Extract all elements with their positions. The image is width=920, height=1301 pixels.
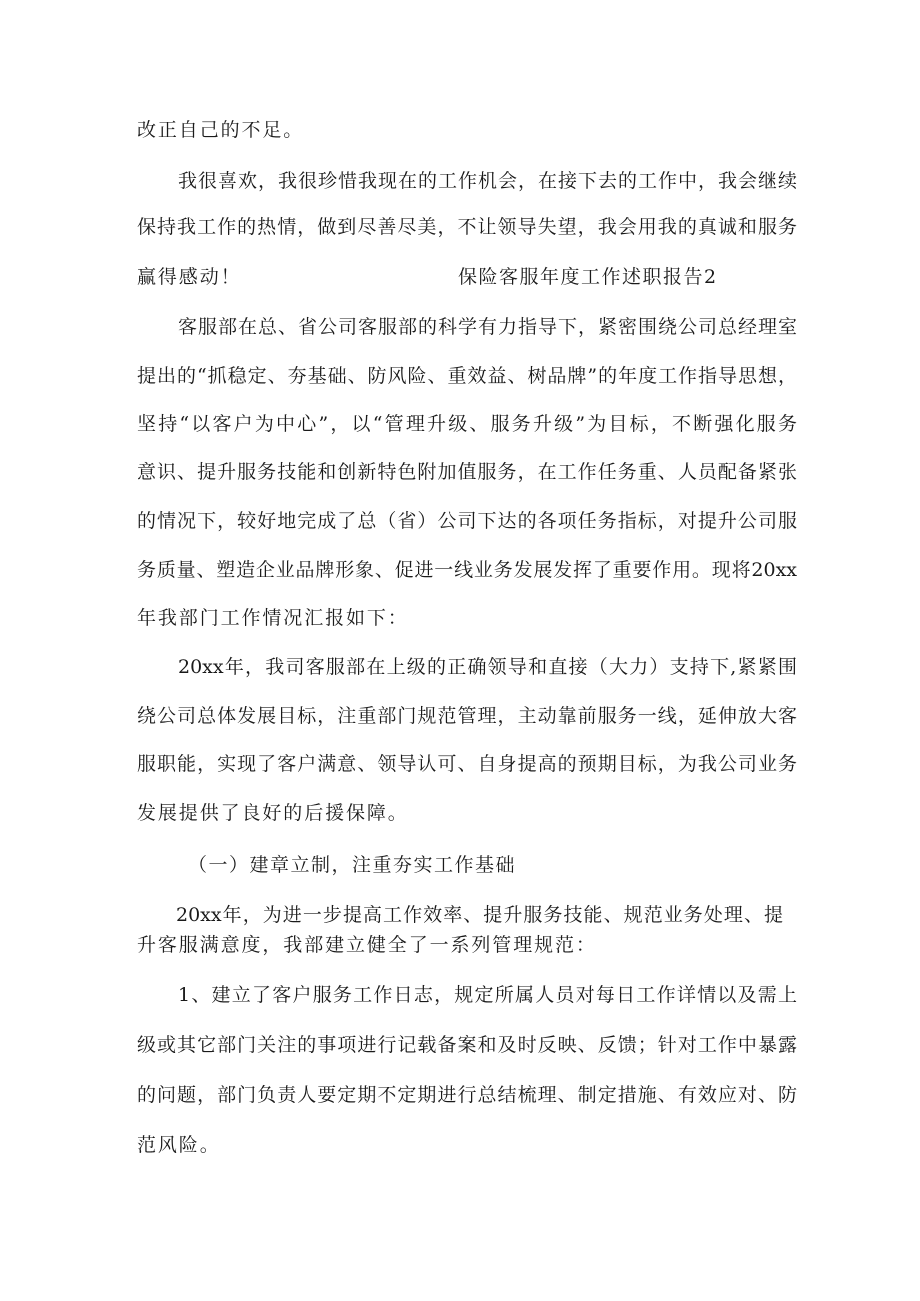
paragraph-line: 发展提供了良好的后援保障。 — [137, 802, 409, 824]
paragraph-line: 意识、提升服务技能和创新特色附加值服务，在工作任务重、人员配备紧张 — [137, 461, 797, 483]
paragraph-line: 的情况下，较好地完成了总（省）公司下达的各项任务指标，对提升公司服 — [137, 510, 797, 532]
paragraph-line: 保持我工作的热情，做到尽善尽美，不让领导失望，我会用我的真诚和服务 — [137, 216, 797, 238]
paragraph-line: 20xx年，为进一步提高工作效率、提升服务技能、规范业务处理、提 — [176, 904, 783, 926]
paragraph-line: 服职能，实现了客户满意、领导认可、自身提高的预期目标，为我公司业务 — [137, 753, 797, 775]
paragraph-line: 范风险。 — [137, 1134, 221, 1156]
paragraph-line: 的问题，部门负责人要定期不定期进行总结梳理、制定措施、有效应对、防 — [137, 1084, 797, 1106]
section-heading: （一）建章立制，注重夯实工作基础 — [188, 854, 517, 876]
paragraph-line: 务质量、塑造企业品牌形象、促进一线业务发展发挥了重要作用。现将20xx — [137, 559, 797, 581]
paragraph-line: 改正自己的不足。 — [137, 119, 305, 141]
paragraph-line: 升客服满意度，我部建立健全了一系列管理规范： — [137, 934, 597, 956]
paragraph-line: 年我部门工作情况汇报如下： — [137, 607, 409, 629]
paragraph-line: 客服部在总、省公司客服部的科学有力指导下，紧密围绕公司总经理室 — [178, 316, 797, 338]
paragraph-line: 赢得感动！ — [137, 266, 242, 288]
paragraph-line: 提出的“抓稳定、夯基础、防风险、重效益、树品牌”的年度工作指导思想， — [137, 365, 797, 387]
paragraph-line: 我很喜欢，我很珍惜我现在的工作机会，在接下去的工作中，我会继续 — [178, 170, 797, 192]
paragraph-line: 20xx年，我司客服部在上级的正确领导和直接（大力）支持下,紧紧围 — [178, 656, 797, 678]
report-title: 保险客服年度工作述职报告2 — [458, 266, 718, 288]
paragraph-line: 绕公司总体发展目标，注重部门规范管理，主动靠前服务一线，延伸放大客 — [137, 705, 797, 727]
paragraph-line: 级或其它部门关注的事项进行记载备案和及时反映、反馈；针对工作中暴露 — [137, 1034, 797, 1056]
paragraph-line: 坚持“以客户为中心”，以“管理升级、服务升级”为目标，不断强化服务 — [137, 413, 797, 435]
paragraph-line: 1、建立了客户服务工作日志，规定所属人员对每日工作详情以及需上 — [178, 984, 797, 1006]
